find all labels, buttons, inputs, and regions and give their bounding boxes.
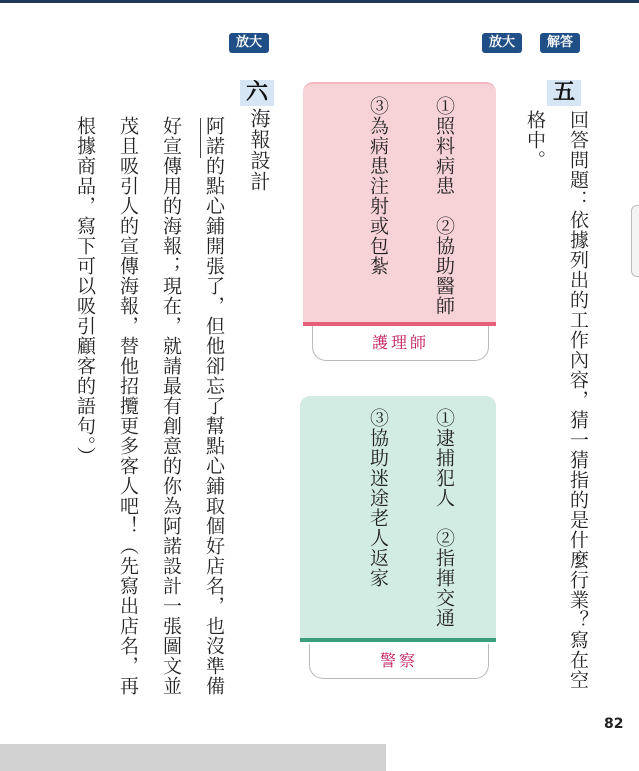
job-card-2-line-2: ③協助迷途老人返家 (367, 408, 389, 588)
page-number: 82 (604, 716, 624, 732)
job-card-1 (303, 82, 496, 326)
question-5-number: 五 (547, 80, 581, 106)
top-border (0, 0, 639, 3)
job-card-2 (300, 396, 496, 642)
question-6-title: 海報設計 (247, 108, 271, 192)
answer-button[interactable]: 解答 (540, 33, 580, 53)
side-scroll-tab[interactable] (631, 205, 639, 277)
question-6-body: 阿諾的點心鋪開張了，但他卻忘了幫點心鋪取個好店名，也沒準備好宣傳用的海報；現在，就請最有創意的你為阿諾設計一張圖文並茂且吸引人的宣傳海報，替他招攬更多客人吧！（先寫出店名，再根據商品，寫下可以吸引顧客的語句。） (74, 116, 225, 696)
zoom-button-right[interactable]: 放大 (482, 33, 522, 53)
job-card-2-bar (300, 638, 496, 642)
job-card-2-line-1: ①逮捕犯人 ②指揮交通 (433, 408, 455, 628)
bottom-scrollbar[interactable] (0, 744, 386, 771)
question-5-instruction: 回答問題：依據列出的工作內容，猜一猜指的是什麼行業？寫在空格中。 (524, 110, 589, 690)
answer-slot-2[interactable]: 警察 (309, 644, 489, 679)
job-card-1-line-2: ③為病患注射或包紮 (367, 96, 389, 276)
question-6-number: 六 (240, 80, 274, 106)
zoom-button-left[interactable]: 放大 (229, 33, 269, 53)
job-card-1-line-1: ①照料病患 ②協助醫師 (433, 96, 455, 316)
answer-slot-1[interactable]: 護理師 (312, 326, 489, 361)
